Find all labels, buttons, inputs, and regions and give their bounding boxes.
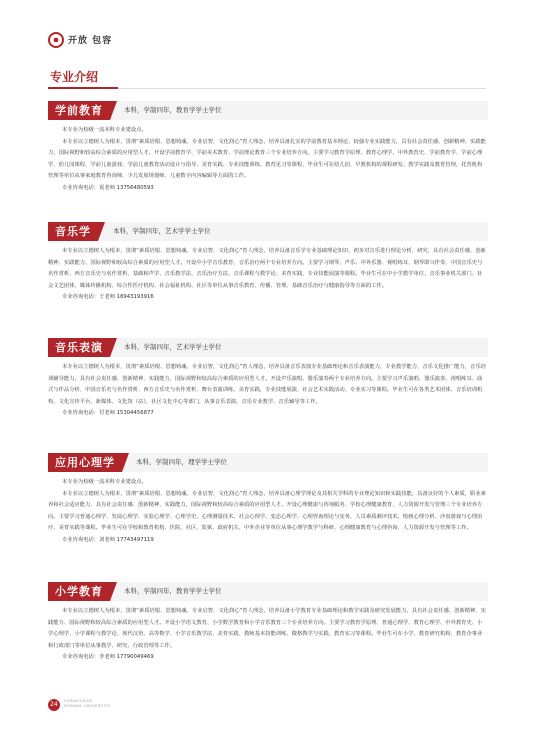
major-name: 小学教育 (48, 582, 110, 601)
major-meta: 本科，学制四年，教育学学士学位 (124, 106, 222, 114)
major-header (48, 101, 488, 120)
major-contact: 专业咨询电话：王老师 18943193916 (62, 294, 154, 301)
major-header (48, 453, 488, 472)
major-header (48, 338, 488, 357)
major-name: 学前教育 (48, 101, 110, 120)
major-meta: 本科，学制四年，艺术学学士学位 (124, 343, 222, 351)
major-name: 应用心理学 (48, 453, 122, 472)
major-description (48, 241, 488, 304)
major-description (48, 472, 488, 547)
major-meta: 本科，学制四年，理学学士学位 (136, 458, 227, 466)
footer-university-line2: NORMAL UNIVERSITY (64, 704, 111, 708)
major-paragraph: 本专业以立德树人为根本，贯彻“素质培根、思想铸魂、专业启智，文化润心”育人理念，培养具备小学教育专业基础理论和教学实践及研究发展能力，具有社会责任感、创新精神、实践能力、国际视野和较高综合素质的应用型人才。开设小学语文教育、小学数学教育和小学音乐教育三个专业培养方向。主要学习教育学原理、普通心理学、教育心理学、中外教育史、小学心理学、小学课程与教学论、现代汉语、高等数学、小学音乐教学法、美育实践、教师基本技能训练、微格教学与实践、教育实习等课程。毕业生可在小学、教育研究机构、教育企事业和行政部门等单位从事教学、研究、行政管理等工作。 (48, 608, 486, 649)
footer-university-line1: CHANGCHUN (64, 699, 93, 703)
page-title: 专业介绍 (50, 70, 99, 84)
title-divider (48, 88, 486, 89)
major-paragraph: 本专业以立德树人为根本，贯彻“素质培根、思想铸魂、专业启智，文化润心”育人理念，培养具备音乐学专业基础理论知识，初步对音乐进行理论分析、研究，具有社会责任感、创新精神、实践能力、国际视野和较高综合素质的应用型人才。开设中小学音乐教育，音乐治疗两个专业培养方向。主要学习钢琴、声乐、中外乐器、视唱练耳、钢琴即兴伴奏、中国音乐史与名作赏析、西方音乐史与名作赏析、基础和声学、音乐教学法、音乐治疗方法、音乐课程与教学论、美育实践、专业技能展演等课程。毕业生可在中小学教学单位、音乐事业机关部门、社会文艺团体、媒体传播机构、综合性医疗机构、社会福祉机构、社区等单位从事音乐教育、传播、管理、基础音乐治疗与健康指导等方面的工作。 (48, 248, 486, 289)
major-section-primary-education (48, 582, 488, 664)
major-name: 音乐表演 (48, 338, 110, 357)
major-contact: 专业咨询电话：刘老师 17743497119 (62, 536, 154, 543)
major-section-applied-psychology (48, 453, 488, 547)
major-description (48, 601, 488, 664)
major-paragraph: 本专业以立德树人为根本，贯彻“素质培根、思想铸魂、专业启智，文化润心”育人理念，培养具备心理学理论及其相关学科的专业理论知识和实践技能，具备良好的个人素质，职业素养和社会适应能力，具有社会责任感、创新精神、实践能力，国际视野和较高综合素质的应用型人才。开设心理健康与咨询服务、学校心理健康教育、人力资源开发与管理三个专业培养方向。主要学习普通心理学、发展心理学、实验心理学、心理学史、心理测量技术、社会心理学、变态心理学、心理咨询理论与实务、人员素质测评技术，绘画心理分析、沙盘游戏与心理治疗、美育实践等课程。毕业生可在学校和教育机构、医院、社区、监狱、政府机关、中外企业等单位从事心理学教学与科研、心理健康教育与心理咨询、人力资源开发与管理等工作。 (48, 490, 486, 532)
major-section-preschool-education (48, 101, 488, 195)
university-logo (48, 32, 64, 48)
major-description (48, 357, 488, 420)
header-slogan: 开放 包容 (68, 36, 113, 46)
major-contact: 专业咨询电话：李老师 17790049469 (62, 654, 154, 661)
major-header (48, 582, 488, 601)
major-header (48, 222, 488, 241)
footer-university-name (64, 699, 111, 709)
page-number: 24 (48, 699, 60, 711)
major-paragraph: 本专业以立德树人为根本，贯彻“素质培根、思想铸魂、专业启智，文化润心”育人理念，培养具备扎实的学前教育基本理论、较强专业实践能力，具有社会责任感、创新精神、实践能力，国际视野和较高综合素质的应用型人才。开设学前教育学、学前美术教育、学前理论教育三个专业培养方向。主要学习教育学原理、教育心理学、中外教育史、学前教育学、学前心理学、幼儿园课程，学前儿童游戏、学前儿童教育活动设计与指导、美育实践、专业技能训练、教育见习等课程，毕业生可在幼儿园、早教机构的课程研发、教学实践及教育管理，托育机构管理等单位从事家庭教育咨询师、少儿发展规划师、儿童数字内容编辑等方面的工作。 (48, 138, 486, 180)
major-paragraph: 本专业以立德树人为根本，贯彻“素质培根、思想铸魂、专业启智，文化润心”育人理念，培养具备音乐表演专业基础理论和音乐表演能力，专业教学能力，音乐文化推广能力，音乐培训辅导能力，具有社会责任感、创新精神、实践能力，国际视野和较高综合素质的应用型人才。开设声乐演唱、器乐演奏两个专业培养方向。主要学习声乐演唱、器乐演奏、视唱练耳、曲式与作品分析、中国音乐史与名作赏析、西方音乐史与名作赏析、舞台表演训练、美育实践，专业技能展演、社会艺术实践活动、专业实习等课程。毕业生可在各类艺术团体、音乐培训机构、文化宣传平台、新媒体、文化馆（站），社区文化中心等部门，从事音乐表演、音乐专业教学、音乐辅导等工作。 (48, 364, 486, 405)
major-name: 音乐学 (48, 222, 98, 241)
major-section-musicology (48, 222, 488, 304)
major-meta: 本科，学制四年，教育学学士学位 (124, 587, 222, 595)
major-contact: 专业咨询电话：付老师 15304456877 (62, 410, 154, 417)
major-note: 本专业为校级一流本科专业建设点。 (62, 127, 147, 133)
major-note: 本专业为校级一流本科专业建设点。 (62, 479, 147, 485)
major-section-music-performance (48, 338, 488, 420)
major-meta: 本科，学制四年，艺术学学士学位 (113, 227, 211, 235)
page-header (0, 0, 534, 60)
major-description (48, 120, 488, 195)
major-contact: 专业咨询电话：夏老师 13756480593 (62, 184, 154, 191)
